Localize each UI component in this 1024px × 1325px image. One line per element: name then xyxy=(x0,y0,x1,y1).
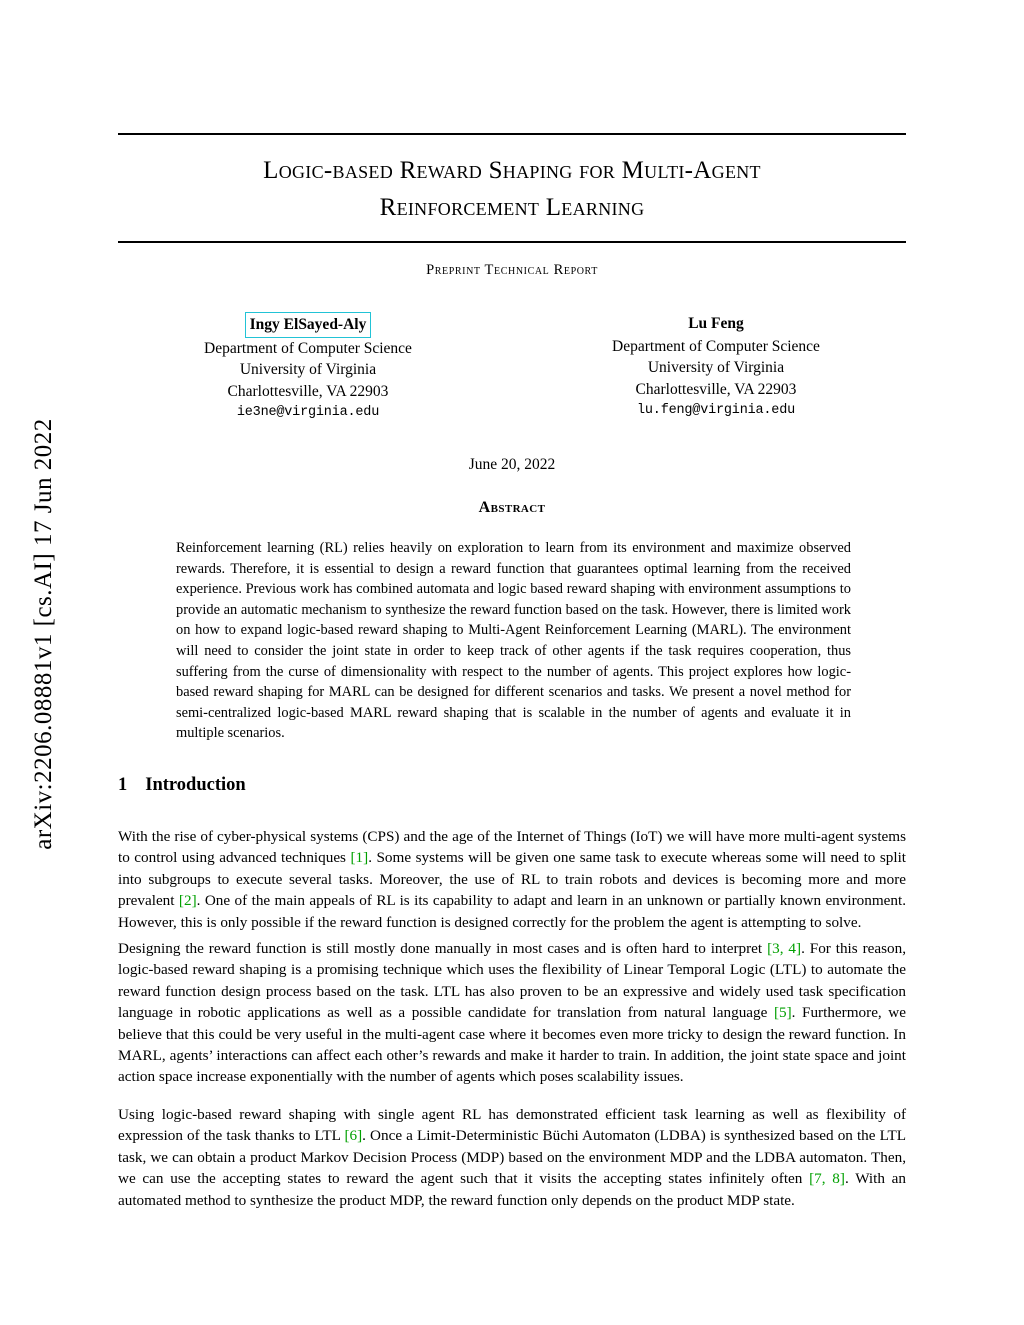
author-university: University of Virginia xyxy=(647,359,785,376)
title-rule-top xyxy=(118,133,906,135)
author-address: Charlottesville, VA 22903 xyxy=(227,382,389,400)
author-email[interactable]: lu.feng@virginia.edu xyxy=(636,403,796,418)
author-block-2 xyxy=(581,312,851,424)
citation-link-6[interactable]: [7, 8] xyxy=(809,1170,845,1188)
paragraph-1 xyxy=(118,826,906,933)
citation-link-4[interactable]: [5] xyxy=(773,1004,792,1022)
paragraph-3-text-c: . With an automated method to synthesize the product MDP, the reward function only depends on the product MDP state. xyxy=(118,1170,907,1209)
publication-date: June 20, 2022 xyxy=(468,456,556,473)
author-name[interactable]: Ingy ElSayed-Aly xyxy=(245,312,372,338)
section-heading-introduction xyxy=(118,775,246,796)
author-department: Department of Computer Science xyxy=(612,337,820,355)
citation-link-5[interactable]: [6] xyxy=(344,1127,363,1145)
citation-link-2[interactable]: [2] xyxy=(178,892,197,910)
paragraph-1-text-c: . One of the main appeals of RL is its capability to adapt and learn in an unknown or partially known environment. However, this is only possible if the reward function is designed correctly for the problem the agent is attempting to solve. xyxy=(118,892,907,931)
author-email[interactable]: ie3ne@virginia.edu xyxy=(236,405,380,420)
citation-link-3[interactable]: [3, 4] xyxy=(767,940,802,957)
paragraph-2-text-c: . Furthermore, we believe that this could be very useful in the multi-agent case where it becomes even more tricky to design the reward function. In MARL, agents’ interactions can affect each other’s rewards and make it harder to train. In addition, the joint state space and joint action space increase exponentially with the number of agents which poses scalability issues. xyxy=(118,1004,906,1086)
title-line-1: Logic-based Reward Shaping for Multi-Agent xyxy=(263,157,761,184)
paragraph-3-text-b: . Once a Limit-Deterministic Büchi Automaton (LDBA) is synthesized based on the LTL task, we can obtain a product Markov Decision Process (MDP) based on the environment MDP and the LDBA automaton. Then, we can use the accepting states to reward the agent such that it visits the accepting states infinitely often xyxy=(118,1127,907,1188)
arxiv-identifier-stamp: arXiv:2206.08881v1 [cs.AI] 17 Jun 2022 xyxy=(30,418,57,850)
paragraph-2 xyxy=(118,938,906,1088)
paragraph-3-text-a: Using logic-based reward shaping with single agent RL has demonstrated efficient task learning as well as flexibility of expression of the task thanks to LTL xyxy=(118,1106,906,1145)
author-list xyxy=(118,312,906,424)
author-block-1 xyxy=(173,312,443,424)
paragraph-2-text-a: Designing the reward function is still mostly done manually in most cases and is often hard to interpret xyxy=(118,940,763,957)
paragraph-1-text-b: . Some systems will be given one same task to execute whereas some will need to split into subgroups to execute several tasks. Moreover, the use of RL to train robots and devices is becoming more and more prevalent xyxy=(118,849,907,910)
paragraph-2-text-b: . For this reason, logic-based reward shaping is a promising technique which uses the flexibility of Linear Temporal Logic (LTL) to automate the reward function design process based on the task. LTL has also proven to be an expressive and widely used task specification language in robotic applications as well as a possible candidate for translation from natural language xyxy=(118,940,907,1022)
citation-link-1[interactable]: [1] xyxy=(350,849,369,867)
author-name[interactable]: Lu Feng xyxy=(688,315,744,332)
section-number: 1 xyxy=(118,775,128,795)
title-line-2: Reinforcement Learning xyxy=(379,194,645,221)
title-rule-bottom xyxy=(118,241,906,243)
paper-page xyxy=(118,0,906,1325)
author-university: University of Virginia xyxy=(239,361,377,378)
paragraph-3 xyxy=(118,1104,906,1211)
page-title xyxy=(118,152,906,226)
abstract-body: Reinforcement learning (RL) relies heavily on exploration to learn from its environment and maximize observed rewards. Therefore, it is essential to design a reward function that guarantees optimal learning from the received experience. Previous work has combined automata and logic based reward shaping with environment assumptions to provide an automatic mechanism to synthesize the reward function based on the task. However, there is limited work on how to expand logic-based reward shaping to Multi-Agent Reinforcement Learning (MARL). The environment will need to consider the joint state in order to keep track of other agents if the task requires cooperation, thus suffering from the curse of dimensionality with respect to the number of agents. This project explores how logic-based reward shaping for MARL can be designed for different scenarios and tasks. We present a novel method for semi-centralized logic-based MARL reward shaping that is scalable in the number of agents and evaluate it in multiple scenarios. xyxy=(176,540,851,742)
section-title: Introduction xyxy=(145,775,246,795)
paragraph-1-text-a: With the rise of cyber-physical systems (CPS) and the age of the Internet of Things (IoT) we will have more multi-agent systems to control using advanced techniques xyxy=(118,828,906,867)
abstract-heading: Abstract xyxy=(478,499,546,516)
author-address: Charlottesville, VA 22903 xyxy=(635,380,797,398)
author-department: Department of Computer Science xyxy=(204,339,412,357)
paper-subtitle: Preprint Technical Report xyxy=(426,262,598,278)
